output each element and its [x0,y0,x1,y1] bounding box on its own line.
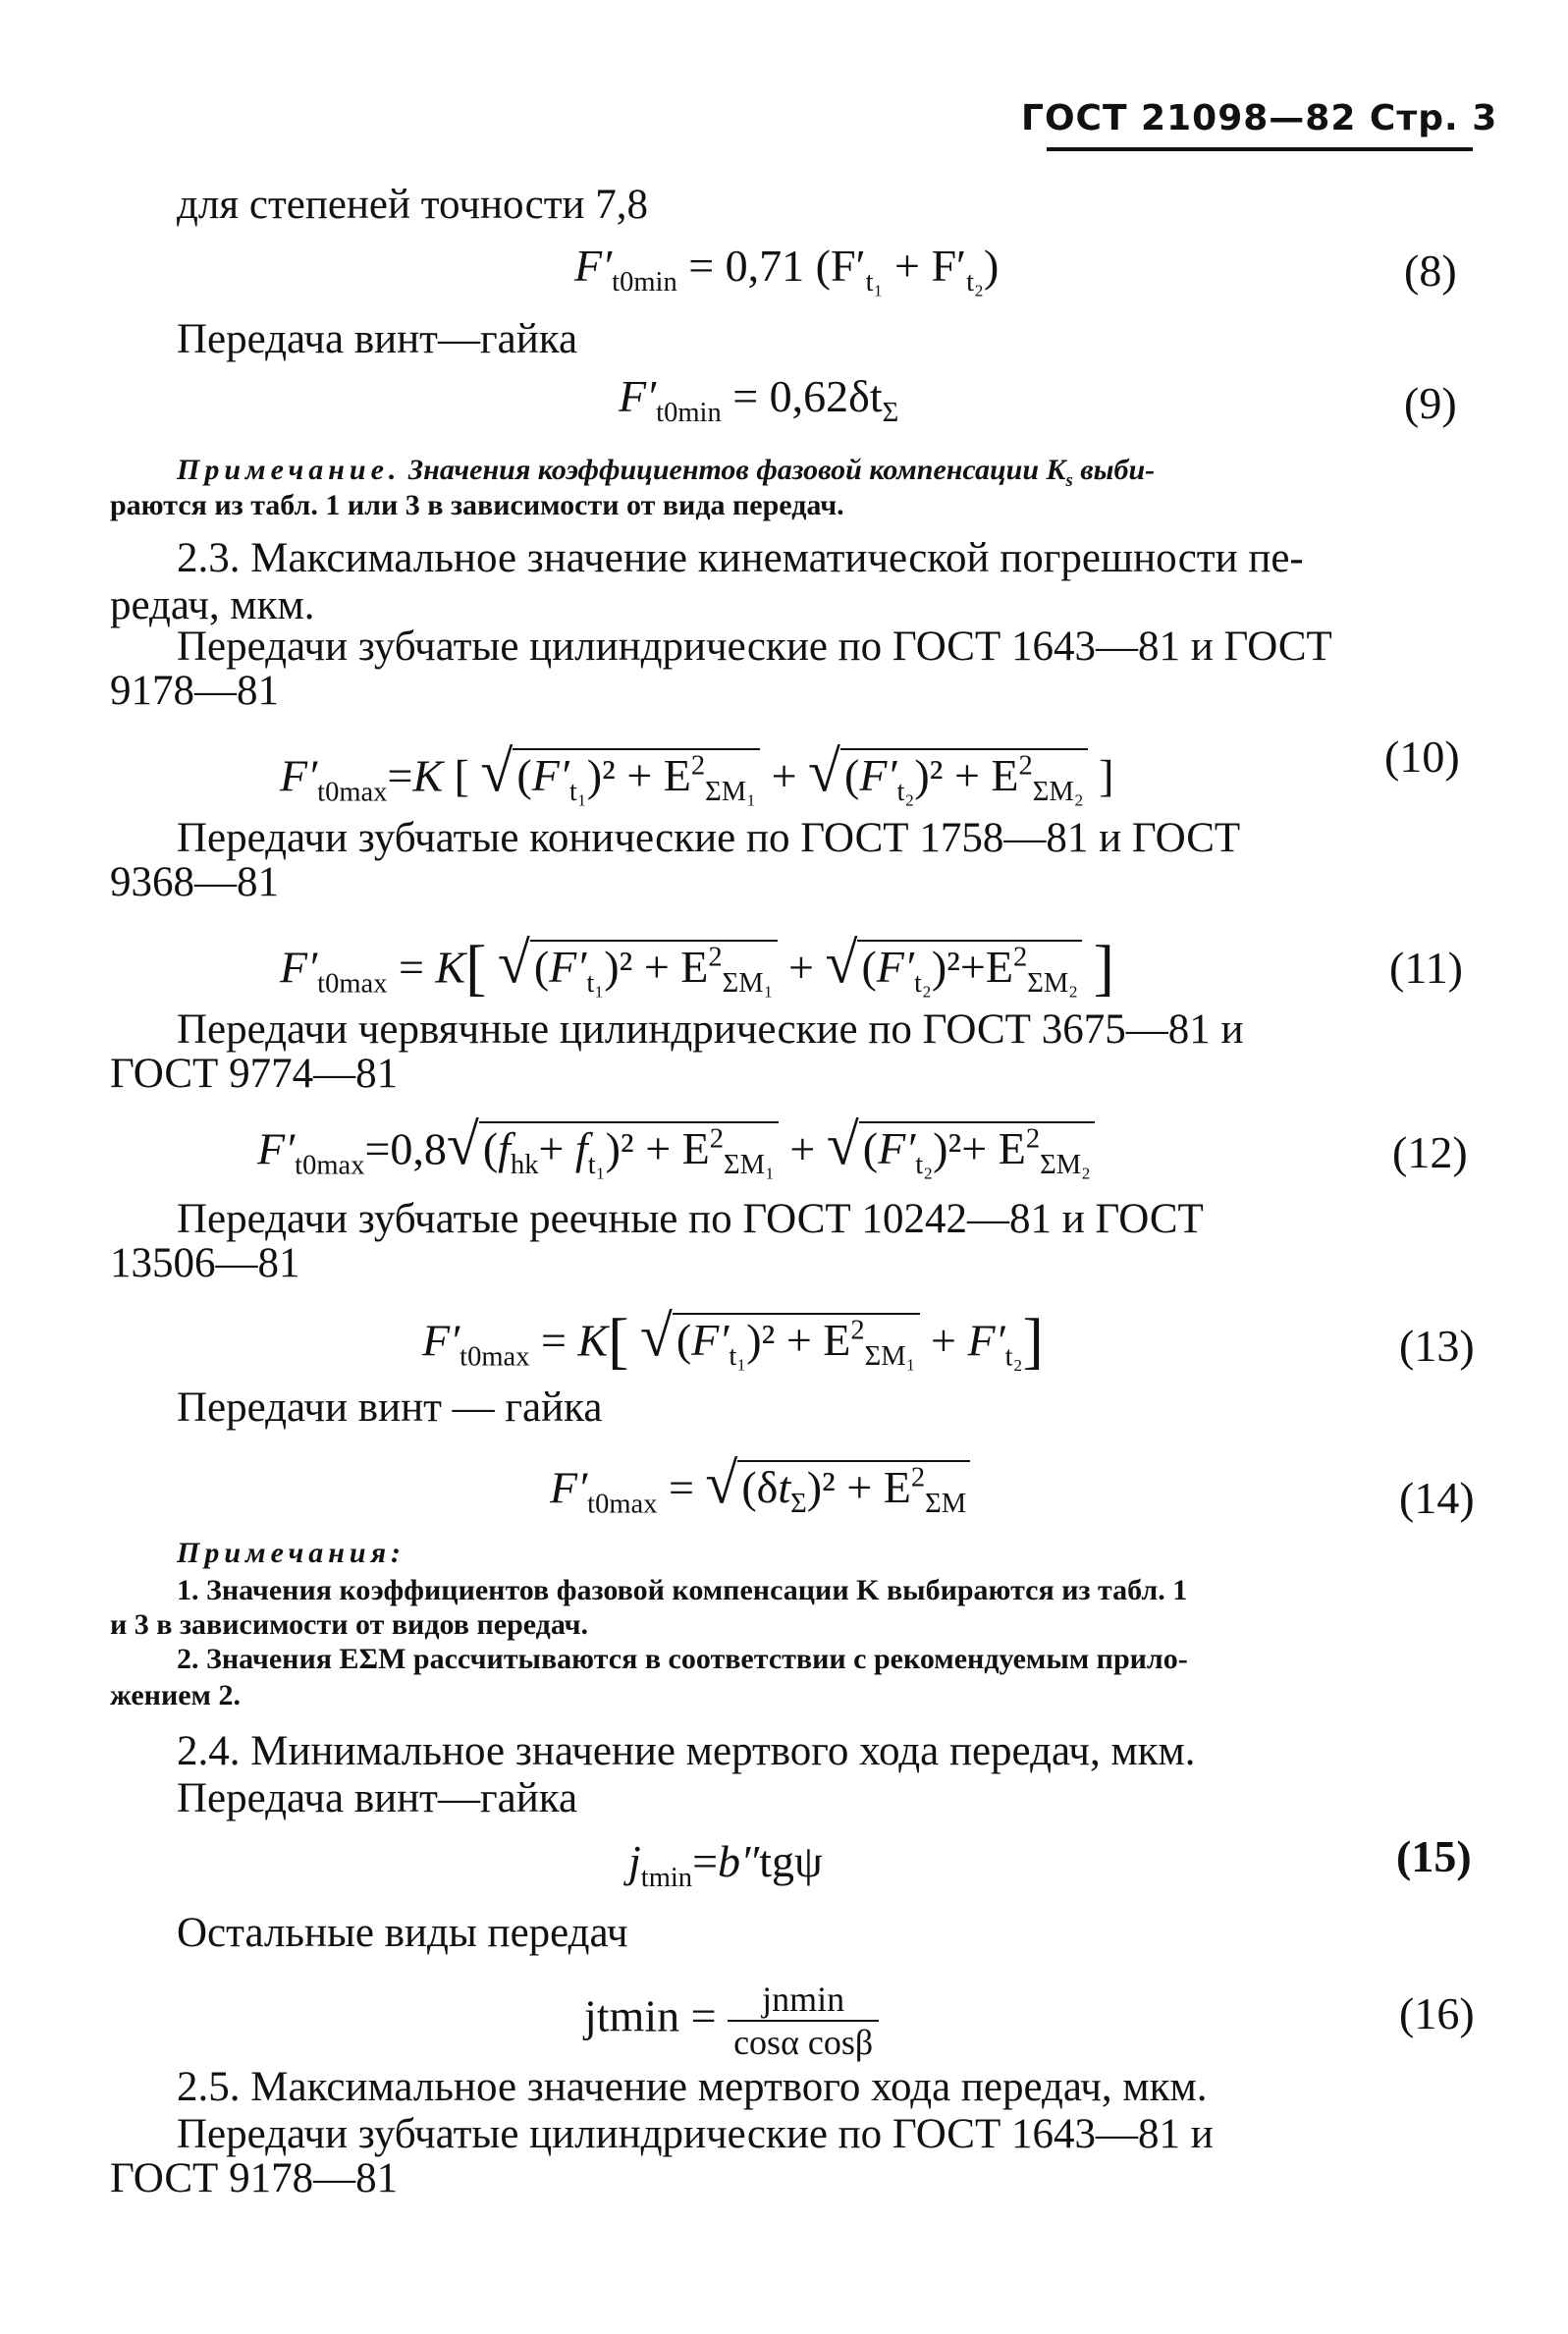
paragraph: редач, мкм. [110,582,315,628]
formula-8: $F'_{t0min} = 0,71$ $(F'_{t_1} + F'_{t_2})$ [574,241,1000,299]
formula-10: $F'_{t0max}=K$ [ $√(F'_{t_1})^2 + E^2_{\Sigma M_1} + √(F'_{t_2})^2 + E^2_{\Sigma M_2}$ ] [280,738,1114,808]
paragraph: Передачи зубчатые конические по ГОСТ 1758—81 и ГОСТ [177,815,1241,861]
paragraph: Передачи зубчатые цилиндрические по ГОСТ 1643—81 и ГОСТ [177,624,1332,670]
paragraph: 9368—81 [110,859,279,905]
formula-16: jtmin = $\frac{jnmin}{\text{cosα cosβ}}$ [584,1979,879,2063]
paragraph: 9178—81 [110,668,279,714]
paragraph: Остальные виды передач [177,1910,628,1956]
paragraph: для степеней точности 7,8 [177,182,648,228]
paragraph: Передачи червячные цилиндрические по ГОСТ 3675—81 и [177,1006,1244,1053]
paragraph: Передача винт—гайка [177,316,578,362]
formula-number: (12) [1392,1127,1468,1177]
formula-9: $F'_{t0min} = 0,62\delta t_\Sigma$ [619,371,899,429]
formula-number: (16) [1399,1988,1475,2038]
formula-number: (11) [1389,943,1463,993]
paragraph: Передачи зубчатые реечные по ГОСТ 10242—81 и ГОСТ [177,1196,1204,1242]
formula-14: $F'_{t0max} = √(\delta t_\Sigma)^2 + E^2_{\Sigma M}$ [550,1453,970,1531]
note: жением 2. [110,1679,241,1711]
formula-number: (8) [1404,245,1457,296]
note: и 3 в зависимости от видов передач. [110,1608,589,1641]
formula-number: (15) [1396,1831,1472,1881]
formula-number: (13) [1399,1321,1475,1371]
note: 2. Значения EΣM рассчитываются в соответствии с рекомендуемым прило- [177,1643,1188,1675]
section-heading: 2.3. Максимальное значение кинематической погрешности пе- [177,535,1304,581]
formula-15: $j_{tmin}=b''tg\psi$ [628,1836,823,1894]
formula-number: (9) [1404,378,1457,428]
formula-13: $F'_{t0max} = K$[ $√(F'_{t_1})^2 + E^2_{\Sigma M_1} + F'_{t_2}$] [422,1303,1044,1376]
notes-label: Примечания: [177,1537,406,1569]
paragraph: Передачи винт — гайка [177,1384,603,1431]
paragraph: ГОСТ 9178—81 [110,2155,399,2201]
note: раются из табл. 1 или 3 в зависимости от вида передач. [110,489,844,521]
page-header: ГОСТ 21098—82 Стр. 3 [1021,98,1498,138]
note: Примечание. Значения коэффициентов фазовой компенсации $K_s$ выби- [177,454,1156,491]
formula-11: $F'_{t0max} = K$[ $√(F'_{t_1})^2 + E^2_{\Sigma M_1} + √(F'_{t_2})^2+E^2_{\Sigma M_2}$ ] [280,930,1114,1003]
paragraph: Передача винт—гайка [177,1775,578,1821]
header-rule [1047,147,1473,151]
paragraph: Передачи зубчатые цилиндрические по ГОСТ 1643—81 и [177,2111,1214,2157]
note: 1. Значения коэффициентов фазовой компенсации K выбираются из табл. 1 [177,1574,1188,1606]
formula-number: (14) [1399,1473,1475,1523]
paragraph: ГОСТ 9774—81 [110,1051,399,1097]
section-heading: 2.4. Минимальное значение мертвого хода передач, мкм. [177,1728,1196,1774]
section-heading: 2.5. Максимальное значение мертвого хода передач, мкм. [177,2064,1208,2110]
formula-12: $F'_{t0max}=0,8√(f_{hk}+ f_{t_1})^2 + E^2_{\Sigma M_1} + √(F'_{t_2})^2+ E^2_{\Sigma M_2}$ [257,1114,1095,1192]
formula-number: (10) [1384,732,1460,782]
paragraph: 13506—81 [110,1240,300,1286]
